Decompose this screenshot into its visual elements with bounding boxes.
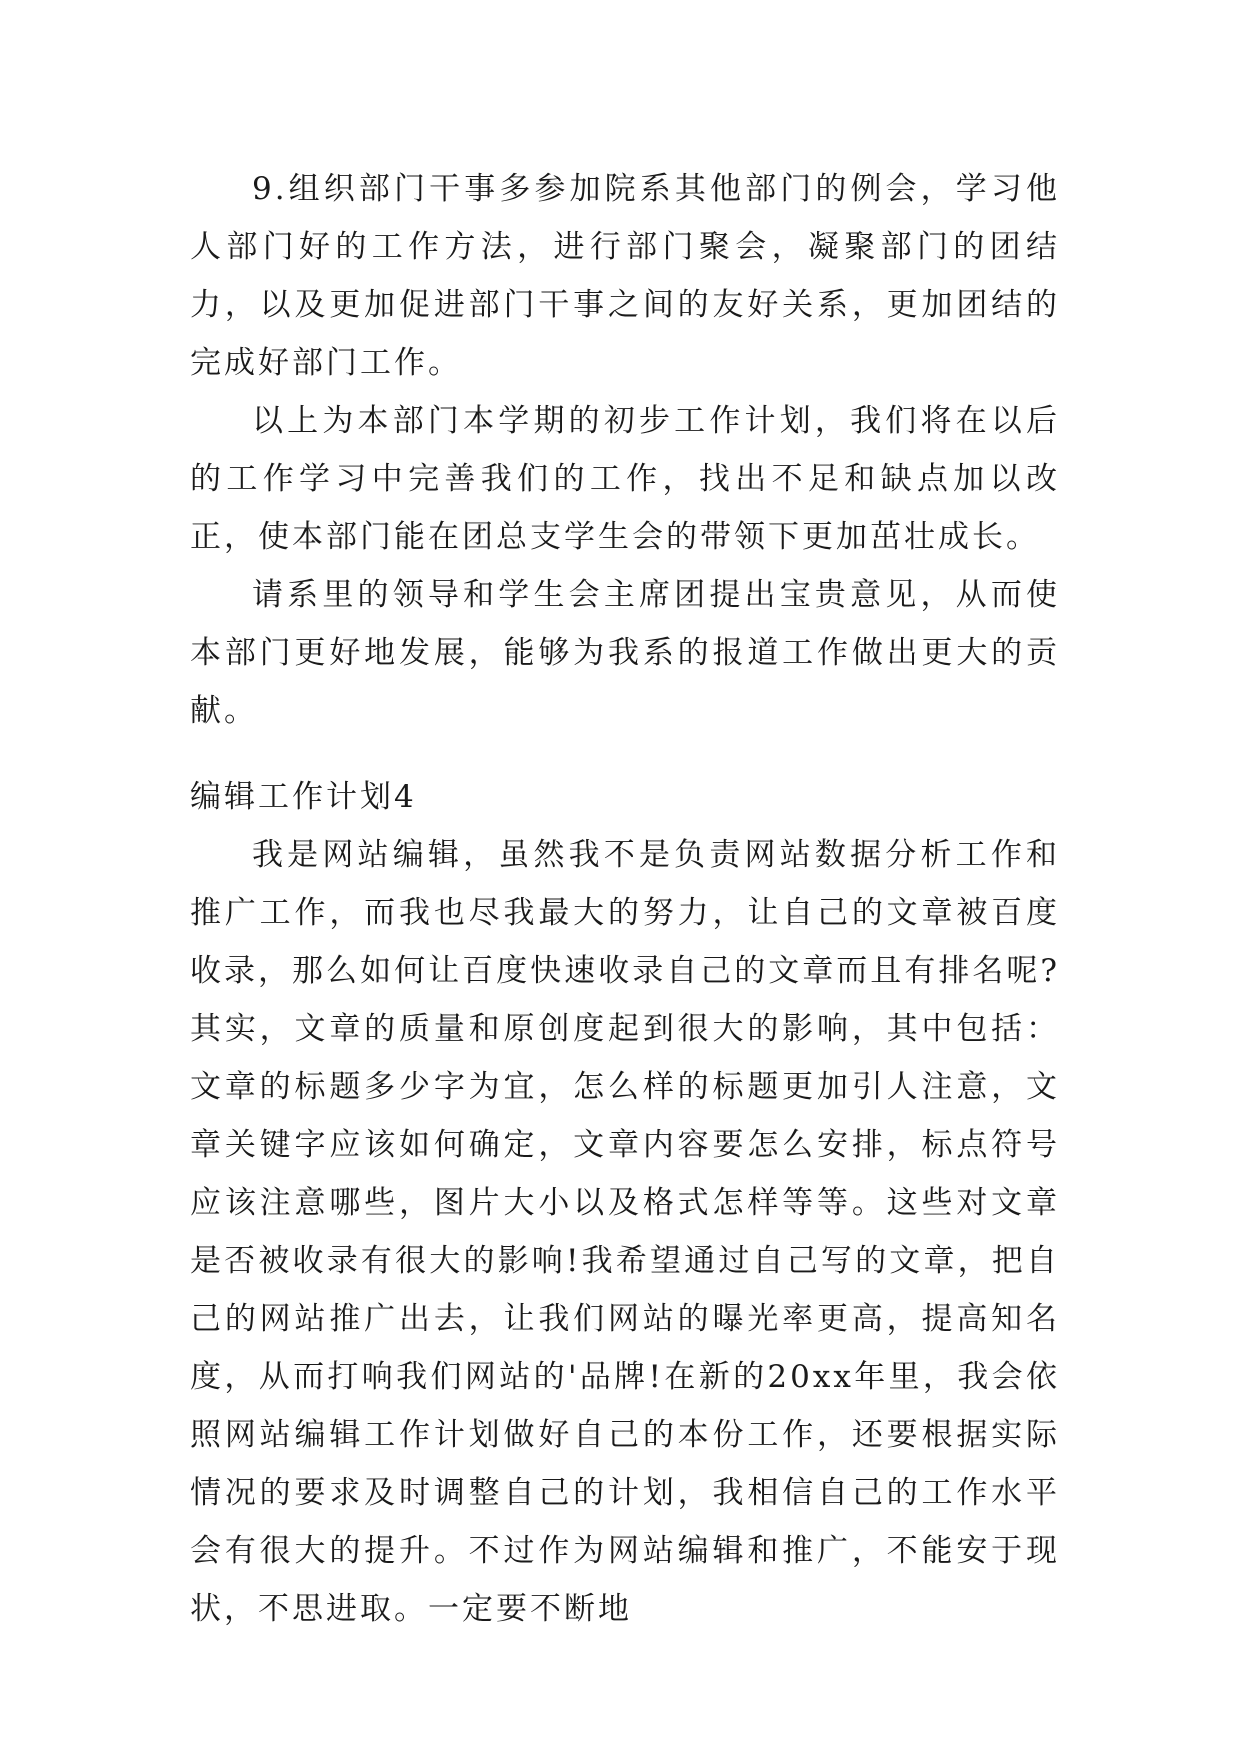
section-heading: 编辑工作计划4 [190, 779, 417, 815]
document-body [190, 160, 1060, 1638]
paragraph-summary: 以上为本部门本学期的初步工作计划，我们将在以后的工作学习中完善我们的工作，找出不足和缺点加以改正，使本部门能在团总支学生会的带领下更加茁壮成长。 [190, 403, 1060, 555]
paragraph-request: 请系里的领导和学生会主席团提出宝贵意见，从而使本部门更好地发展，能够为我系的报道工作做出更大的贡献。 [190, 577, 1060, 729]
paragraph-item-9: 9.组织部门干事多参加院系其他部门的例会，学习他人部门好的工作方法，进行部门聚会，凝聚部门的团结力，以及更加促进部门干事之间的友好关系，更加团结的完成好部门工作。 [190, 171, 1060, 381]
paragraph-section-body: 我是网站编辑，虽然我不是负责网站数据分析工作和推广工作，而我也尽我最大的努力，让自己的文章被百度收录，那么如何让百度快速收录自己的文章而且有排名呢?其实，文章的质量和原创度起到很大的影响，其中包括：文章的标题多少字为宜，怎么样的标题更加引人注意，文章关键字应该如何确定，文章内容要怎么安排，标点符号应该注意哪些，图片大小以及格式怎样等等。这些对文章是否被收录有很大的影响!我希望通过自己写的文章，把自己的网站推广出去，让我们网站的曝光率更高，提高知名度，从而打响我们网站的'品牌!在新的20xx年里，我会依照网站编辑工作计划做好自己的本份工作，还要根据实际情况的要求及时调整自己的计划，我相信自己的工作水平会有很大的提升。不过作为网站编辑和推广，不能安于现状，不思进取。一定要不断地 [190, 837, 1060, 1627]
